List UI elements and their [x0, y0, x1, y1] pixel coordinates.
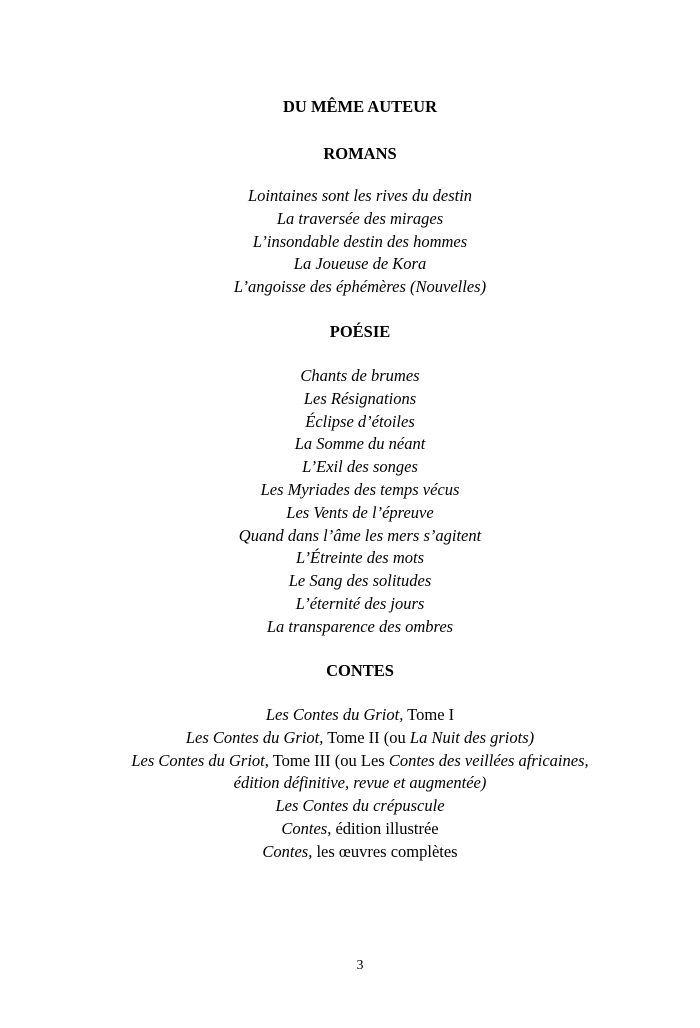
- title-segment: Contes,: [262, 841, 313, 861]
- title-segment: Les Contes du crépuscule: [275, 796, 445, 816]
- list-item: [10, 772, 700, 795]
- list-item: L’Étreinte des mots: [295, 548, 424, 568]
- section-title-romans: ROMANS: [323, 144, 397, 163]
- title-segment: Les Contes du Griot,: [185, 727, 324, 747]
- list-item: Éclipse d’étoiles: [305, 411, 415, 431]
- list-item: Le Sang des solitudes: [288, 571, 432, 591]
- list-item: [10, 841, 700, 864]
- contes-list: [10, 704, 700, 864]
- romans-list: [10, 185, 700, 299]
- section-title-contes: CONTES: [326, 661, 394, 680]
- text-segment: Tome II (ou: [323, 727, 410, 747]
- text-segment: , Tome III (ou Les: [264, 750, 389, 770]
- list-item: La traversée des mirages: [276, 208, 444, 228]
- list-item: Les Résignations: [303, 388, 417, 408]
- title-segment: édition définitive, revue et augmentée): [233, 773, 487, 793]
- list-item: L’Exil des songes: [302, 457, 418, 477]
- list-item: La Joueuse de Kora: [293, 254, 427, 274]
- list-item: Les Vents de l’épreuve: [286, 502, 434, 522]
- list-item: L’insondable destin des hommes: [252, 231, 468, 251]
- text-segment: , édition illustrée: [327, 818, 439, 838]
- list-item: La Somme du néant: [294, 434, 426, 454]
- title-segment: Les Contes du Griot,: [265, 705, 404, 724]
- list-item: [10, 818, 700, 841]
- text-segment: Tome I: [403, 705, 455, 724]
- list-item: Quand dans l’âme les mers s’agitent: [238, 525, 482, 545]
- list-item: [10, 750, 700, 773]
- list-item: La transparence des ombres: [266, 616, 454, 636]
- page-number: 3: [356, 958, 364, 973]
- list-item: [10, 704, 700, 727]
- title-segment: Contes: [281, 818, 328, 838]
- section-title-poesie: POÉSIE: [329, 322, 391, 341]
- poesie-list: [10, 365, 700, 639]
- title-segment: Les Contes du Griot: [131, 750, 265, 770]
- list-item: L’angoisse des éphémères (Nouvelles): [233, 277, 487, 297]
- title-segment: Contes des veillées africaines,: [388, 750, 589, 770]
- page-heading: DU MÊME AUTEUR: [282, 97, 437, 116]
- title-segment: La Nuit des griots): [409, 727, 535, 747]
- list-item: Les Myriades des temps vécus: [260, 479, 460, 499]
- text-segment: les œuvres complètes: [312, 841, 458, 861]
- list-item: Chants de brumes: [300, 366, 420, 385]
- list-item: [10, 727, 700, 750]
- list-item: Lointaines sont les rives du destin: [247, 186, 473, 205]
- list-item: L’éternité des jours: [295, 593, 425, 613]
- list-item: [10, 795, 700, 818]
